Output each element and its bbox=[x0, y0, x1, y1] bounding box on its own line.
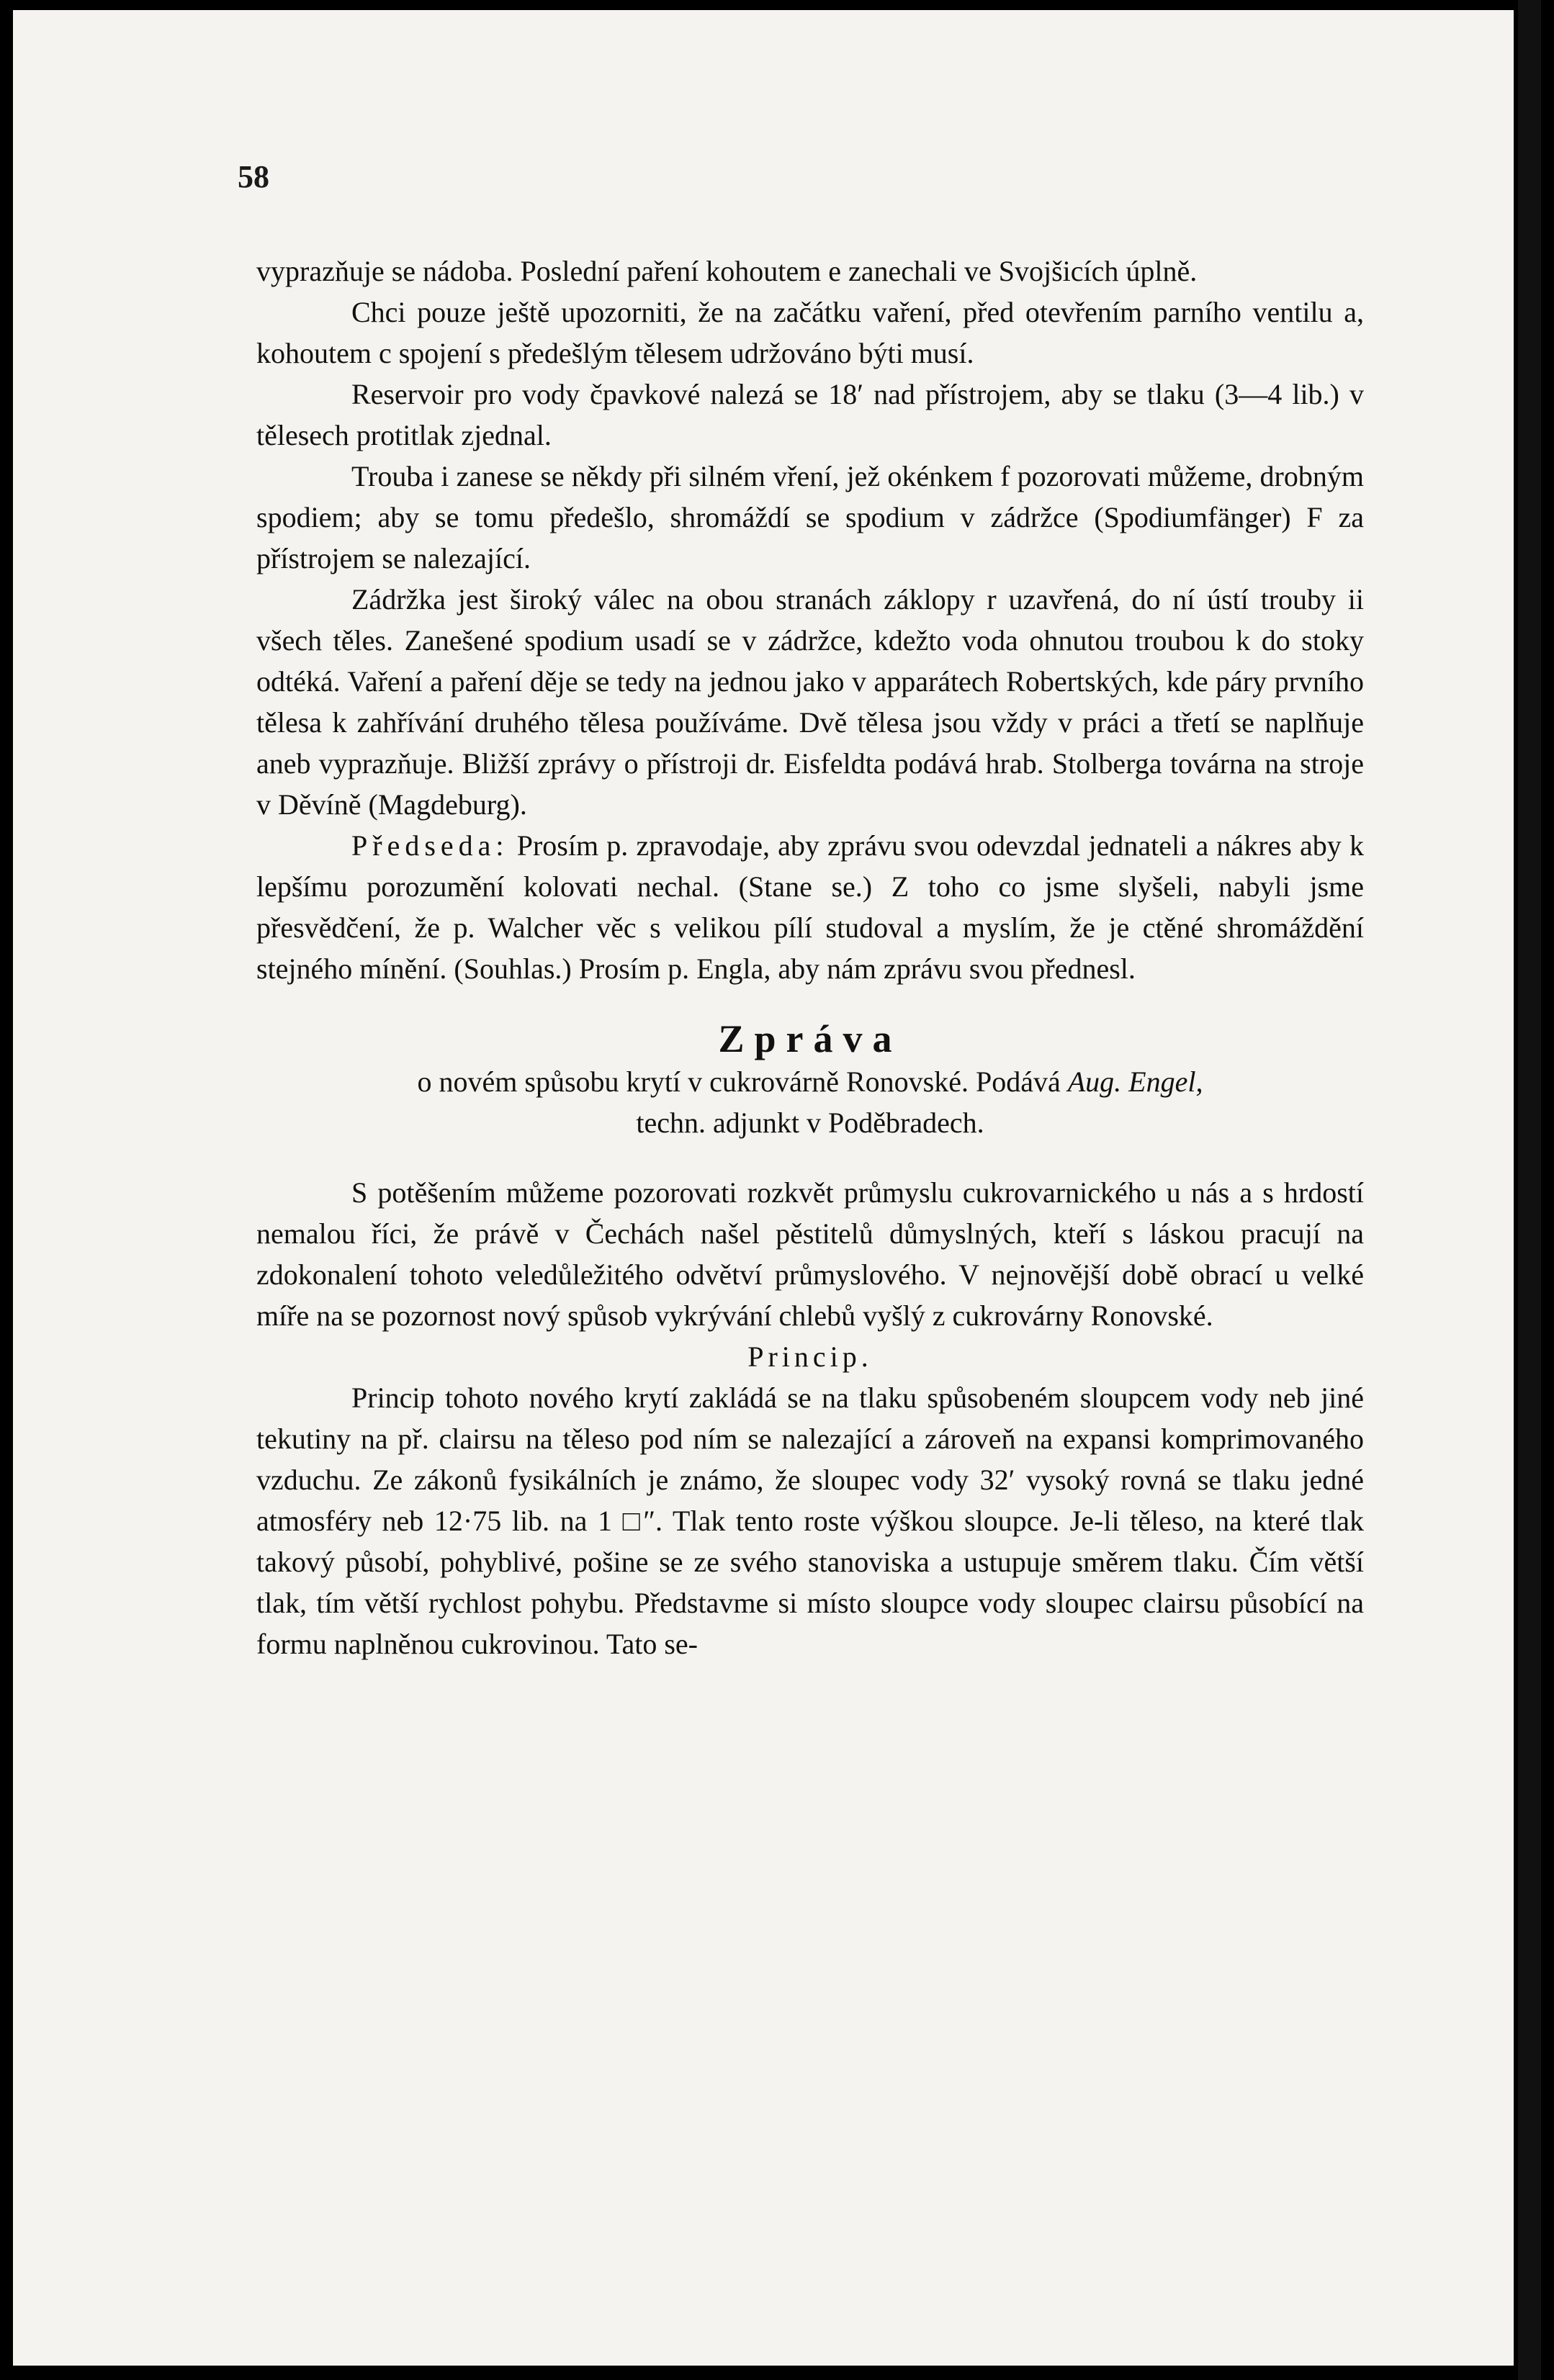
report-subtitle bbox=[256, 1061, 1364, 1102]
paragraph: Zádržka jest široký válec na obou stranách záklopy r uzavřená, do ní ústí trouby ii všech těles. Zanešené spodium usadí se v zádržce, kdežto voda ohnutou troubou k do stoky odtéká. Vaření a paření děje se tedy na jednou jako v apparátech Robertských, kde páry prvního tělesa k zahřívání druhého tělesa používáme. Dvě tělesa jsou vždy v práci a třetí se naplňuje aneb vyprazňuje. Bližší zprávy o přístroji dr. Eisfeldta podává hrab. Stolberga továrna na stroje v Děvíně (Magdeburg). bbox=[256, 583, 1364, 821]
chairman-label: Předseda: bbox=[351, 829, 509, 862]
report-author: Aug. Engel, bbox=[1067, 1065, 1203, 1098]
paragraph: Reservoir pro vody čpavkové nalezá se 18′ nad přístrojem, aby se tlaku (3—4 lib.) v tělesech protitlak zjednal. bbox=[256, 378, 1364, 451]
report-subtitle-text: o novém spůsobu krytí v cukrovárně Ronovské. Podává bbox=[417, 1065, 1061, 1098]
paragraph: S potěšením můžeme pozorovati rozkvět průmyslu cukrovarnického u nás a s hrdostí nemalou říci, že právě v Čechách našel pěstitelů důmyslných, kteří s láskou pracují na zdokonalení tohoto veledůležitého odvětví průmyslového. V nejnovější době obrací u velké míře na se pozornost nový spůsob vykrývání chlebů vyšlý z cukrovárny Ronovské. bbox=[256, 1176, 1364, 1332]
chairman-paragraph bbox=[256, 825, 1364, 989]
paragraph: Trouba i zanese se někdy při silném vření, jež okénkem f pozorovati můžeme, drobným spodiem; aby se tomu předešlo, shromáždí se spodium v zádržce (Spodiumfänger) F za přístrojem se nalezající. bbox=[256, 460, 1364, 574]
paragraph: Princip tohoto nového krytí zakládá se na tlaku spůsobeném sloupcem vody neb jiné tekutiny na př. clairsu na těleso pod ním se nalezající a zároveň na expansi komprimovaného vzduchu. Ze zákonů fysikálních je známo, že sloupec vody 32′ vysoký rovná se tlaku jedné atmosféry neb 12·75 lib. na 1 □″. Tlak tento roste výškou sloupce. Je-li těleso, na které tlak takový působí, pohyblivé, pošine se ze svého stanoviska a ustupuje směrem tlaku. Čím větší tlak, tím větší rychlost pohybu. Představme si místo sloupce vody sloupec clairsu působící na formu naplněnou cukrovinou. Tato se- bbox=[256, 1381, 1364, 1660]
paragraph: vyprazňuje se nádoba. Poslední paření kohoutem e zanechali ve Svojšicích úplně. bbox=[256, 255, 1198, 287]
page-number: 58 bbox=[238, 159, 269, 194]
chairman-text: Prosím p. zpravodaje, aby zprávu svou odevzdal jednateli a nákres aby k lepšímu porozumění kolovati nechal. (Stane se.) Z toho co jsme slyšeli, nabyli jsme přesvědčení, že p. Walcher věc s velikou pílí studoval a myslím, že je ctěné shromáždění stejného mínění. (Souhlas.) Prosím p. Engla, aby nám zprávu svou přednesl. bbox=[256, 829, 1365, 985]
scan-border bbox=[1518, 0, 1541, 2380]
report-heading: Zpráva bbox=[718, 1017, 902, 1060]
paragraph: Chci pouze ještě upozorniti, že na začátku vaření, před otevřením parního ventilu a, kohoutem c spojení s předešlým tělesem udržováno býti musí. bbox=[256, 296, 1364, 369]
page-text bbox=[256, 251, 1364, 1664]
section-heading: Princip. bbox=[747, 1340, 873, 1373]
report-author-title: techn. adjunkt v Poděbradech. bbox=[636, 1106, 984, 1139]
